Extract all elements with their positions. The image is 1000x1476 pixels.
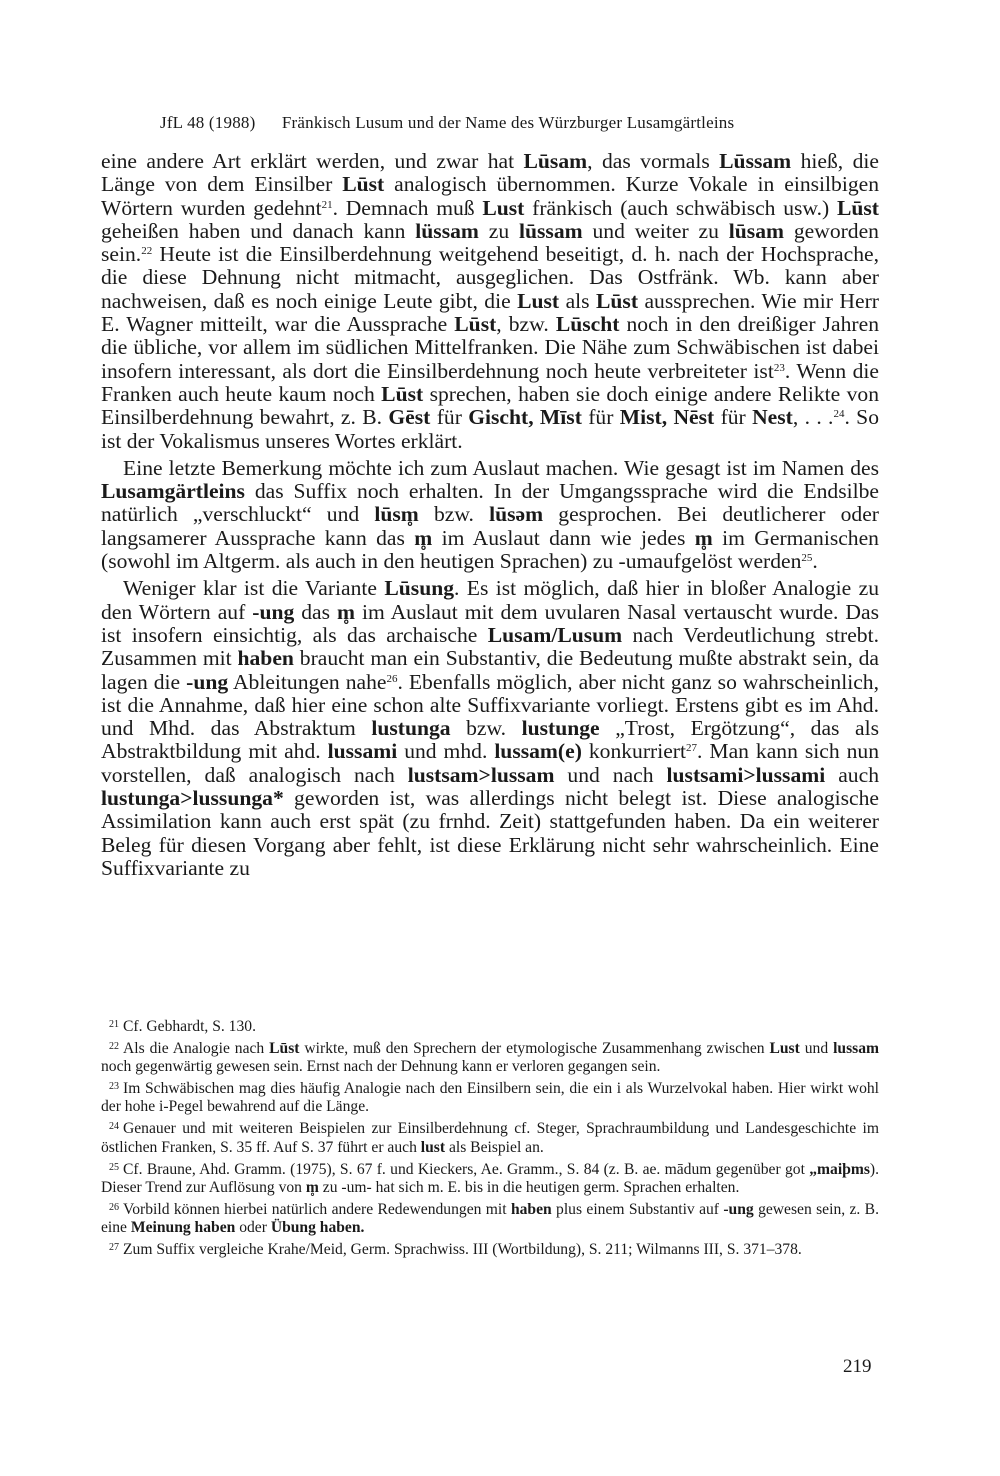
footnote — [101, 1159, 879, 1197]
journal-reference: JfL 48 (1988) — [160, 113, 256, 132]
footnote — [101, 1016, 879, 1036]
running-header — [160, 113, 860, 133]
footnote-text: Als die Analogie nach Lūst wirkte, muß den Sprechern der etymologische Zusammenhang zwischen Lust und lussam noch gegenwärtig gewesen sein. Ernst nach der Dehnung kann er verloren gegangen sein. — [101, 1040, 880, 1076]
footnote-number: 23 — [109, 1081, 119, 1093]
footnote — [101, 1199, 879, 1237]
footnote-text: Im Schwäbischen mag dies häufig Analogie nach den Einsilbern sein, die ein i als Wurzelvokal haben. Hier wirkt wohl der hohe i-Pegel bewahrend auf die Länge. — [101, 1080, 879, 1116]
footnote-text: Vorbild können hierbei natürlich andere Redewendungen mit haben plus einem Substantiv auf -ung gewesen sein, z. B. eine Meinung haben oder Übung haben. — [101, 1200, 879, 1236]
footnote-number: 25 — [109, 1161, 119, 1173]
footnote-text: Cf. Braune, Ahd. Gramm. (1975), S. 67 f. und Kieckers, Ae. Gramm., S. 84 (z. B. ae. mādum gegenüber got „maiþms). Dieser Trend zur Auflösung von m̥ zu -um- hat sich m. E. bis in die heutigen germ. Sprachen erhalten. — [101, 1160, 879, 1196]
footnote-text: Cf. Gebhardt, S. 130. — [123, 1018, 256, 1035]
footnote — [101, 1118, 879, 1156]
footnote-number: 26 — [109, 1201, 119, 1213]
footnote-number: 21 — [109, 1019, 119, 1030]
footnote — [101, 1038, 879, 1076]
footnote — [101, 1239, 879, 1259]
footnote-number: 24 — [109, 1121, 119, 1133]
footnote-text: Zum Suffix vergleiche Krahe/Meid, Germ. Sprachwiss. III (Wortbildung), S. 211; Wilmanns III, S. 371–378. — [123, 1241, 802, 1259]
footnote-number: 22 — [109, 1041, 119, 1053]
paragraph: eine andere Art erklärt werden, und zwar hat Lūsam, das vormals Lūssam hieß, die Länge von dem Einsilber Lūst analogisch übernommen. Kurze Vokale in einsilbigen Wörtern wurden gedehnt$^{21}$. Demnach muß Lust fränkisch (auch schwäbisch usw.) Lūst geheißen haben und danach kann lüssam zu lūssam und weiter zu lūsam geworden sein.$^{22}$ Heute ist die Einsilberdehnung weitgehend beseitigt, d. h. nach der Hochsprache, die diese Dehnung nicht mitmacht, ausgeglichen. Das Ostfränk. Wb. kann aber nachweisen, daß es noch einige Leute gibt, die Lust als Lūst aussprechen. Wie mir Herr E. Wagner mitteilt, war die Aussprache Lūst, bzw. Lūscht noch in den dreißiger Jahren die übliche, vor allem im südlichen Mittelfranken. Die Nähe zum Schwäbischen ist dabei insofern interessant, als dort die Einsilberdehnung noch heute verbreiteter ist$^{23}$. Wenn die Franken auch heute kaum noch Lūst sprechen, haben sie doch einige andere Relikte von Einsilberdehnung bewahrt, z. B. Gēst für Gischt, Mīst für Mist, Nēst für Nest, . . .$^{24}$. So ist der Vokalismus unseres Wortes erklärt. — [101, 149, 880, 453]
body-text — [101, 150, 879, 880]
article-title: Fränkisch Lusum und der Name des Würzburger Lusamgärtleins — [281, 113, 735, 132]
paragraph: Weniger klar ist die Variante Lūsung. Es ist möglich, daß hier in bloßer Analogie zu den Wörtern auf -ung das m̥ im Auslaut mit dem uvularen Nasal vertauscht wurde. Das ist insofern einsichtig, als das archaische Lusam/Lusum nach Verdeutlichung strebt. Zusammen mit haben braucht man ein Substantiv, die Bedeutung mußte abstrakt sein, da lagen die -ung Ableitungen nahe$^{26}$. Ebenfalls möglich, aber nicht ganz so wahrscheinlich, ist die Annahme, daß hier eine schon alte Suffixvariante vorliegt. Erstens gibt es im Ahd. und Mhd. das Abstraktum lustunga bzw. lustunge „Trost, Ergötzung“, das als Abstraktbildung mit ahd. lussami und mhd. lussam(e) konkurriert$^{27}$. Man kann sich nun vorstellen, daß analogisch nach lustsam>lussam und nach lustsami>lussami auch lustunga>lussunga* geworden ist, was allerdings nicht belegt ist. Diese analogische Assimilation kann auch erst spät (zu frnhd. Zeit) stattgefunden haben. Da ein weiterer Beleg für diesen Vorgang aber fehlt, ist diese Erklärung nicht sehr wahrscheinlich. Eine Suffixvariante zu — [101, 576, 879, 880]
footnote — [101, 1078, 879, 1116]
footnotes — [101, 1016, 879, 1261]
page-number: 219 — [843, 1356, 872, 1377]
paragraph: Eine letzte Bemerkung möchte ich zum Auslaut machen. Wie gesagt ist im Namen des Lusamgärtleins das Suffix noch erhalten. In der Umgangssprache wird die Endsilbe natürlich „verschluckt“ und lūsm̥ bzw. lūsəm gesprochen. Bei deutlicherer oder langsamerer Aussprache kann das m̥ im Auslaut dann wie jedes m̥ im Germanischen (sowohl im Altgerm. als auch in den heutigen Sprachen) zu -umaufgelöst werden$^{25}$. — [101, 455, 879, 574]
footnote-text: Genauer und mit weiteren Beispielen zur Einsilberdehnung cf. Steger, Sprachraumbildung und Landesgeschichte im östlichen Franken, S. 35 ff. Auf S. 37 führt er auch lust als Beispiel an. — [101, 1120, 879, 1156]
footnote-number: 27 — [109, 1242, 119, 1254]
